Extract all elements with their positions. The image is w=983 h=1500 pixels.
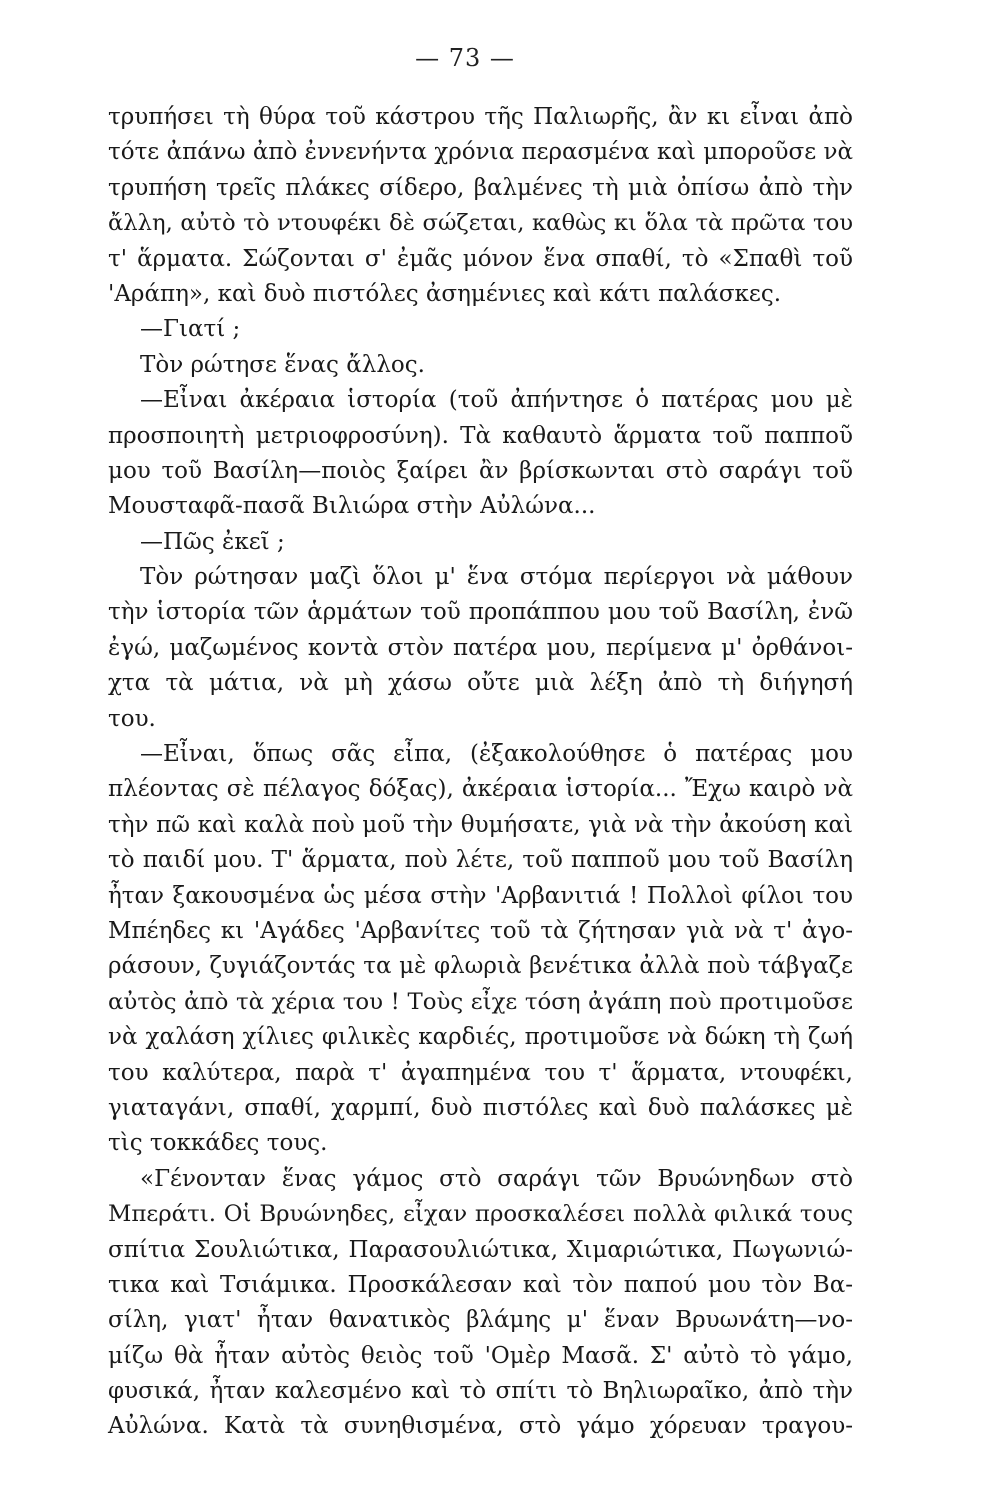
text-line: Μουσταφᾶ-πασᾶ Βιλιώρα στὴν Αὐλώνα...	[108, 493, 596, 520]
text-line: Τὸν ρώτησε ἕνας ἄλλος.	[140, 351, 425, 378]
text-line: τὴν πῶ καὶ καλὰ ποὺ μοῦ τὴν θυμήσατε, γιὰ νὰ τὴν ἀκούση καὶ	[108, 811, 853, 838]
text-line: σίλη, γιατ' ἦταν θανατικὸς βλάμης μ' ἕναν Βρυωνάτη—νο-	[108, 1307, 853, 1334]
text-line: προσποιητὴ μετριοφροσύνη). Τὰ καθαυτὸ ἅρματα τοῦ παπποῦ	[108, 422, 853, 449]
text-line: ἦταν ξακουσμένα ὡς μέσα στὴν 'Αρβανιτιά ! Πολλοὶ φίλοι του	[108, 882, 853, 909]
text-line: φυσικά, ἦταν καλεσμένο καὶ τὸ σπίτι τὸ Βηλιωραῖκο, ἀπὸ τὴν	[108, 1378, 853, 1405]
text-line: 'Αράπη», καὶ δυὸ πιστόλες ἀσημένιες καὶ κάτι παλάσκες.	[108, 280, 782, 307]
text-line: γιαταγάνι, σπαθί, χαρμπί, δυὸ πιστόλες καὶ δυὸ παλάσκες μὲ	[108, 1094, 853, 1121]
text-line: τρυπήση τρεῖς πλάκες σίδερο, βαλμένες τὴ μιὰ ὀπίσω ἀπὸ τὴν	[108, 174, 853, 201]
text-line: σπίτια Σουλιώτικα, Παρασουλιώτικα, Χιμαριώτικα, Πωγωνιώ-	[108, 1236, 853, 1263]
text-line: τὴν ἱστορία τῶν ἁρμάτων τοῦ προπάππου μου τοῦ Βασίλη, ἐνῶ	[108, 599, 853, 626]
text-line: τρυπήσει τὴ θύρα τοῦ κάστρου τῆς Παλιωρῆς, ἂν κι εἶναι ἀπὸ	[108, 104, 853, 130]
text-line: του.	[108, 705, 156, 732]
text-line: τ' ἅρματα. Σώζονται σ' ἐμᾶς μόνον ἕνα σπαθί, τὸ «Σπαθὶ τοῦ	[108, 245, 853, 272]
dialogue-line: —Εἶναι, ὅπως σᾶς εἶπα, (ἐξακολούθησε ὁ πατέρας μου	[140, 741, 853, 768]
text-line: τὸ παιδί μου. Τ' ἅρματα, ποὺ λέτε, τοῦ παπποῦ μου τοῦ Βασίλη	[108, 847, 853, 874]
page-number: — 73 —	[415, 44, 515, 72]
text-line: χτα τὰ μάτια, νὰ μὴ χάσω οὔτε μιὰ λέξη ἀπὸ τὴ διήγησή	[108, 670, 853, 697]
text-line: ράσουν, ζυγιάζοντάς τα μὲ φλωριὰ βενέτικα ἀλλὰ ποὺ τάβγαζε	[108, 953, 853, 980]
text-line: «Γένονταν ἕνας γάμος στὸ σαράγι τῶν Βρυώνηδων στὸ	[140, 1165, 853, 1192]
dialogue-line: —Γιατί ;	[140, 316, 241, 343]
text-line: τότε ἀπάνω ἀπὸ ἐννενήντα χρόνια περασμένα καὶ μποροῦσε νὰ	[108, 139, 853, 166]
text-line: τὶς τοκκάδες τους.	[108, 1130, 328, 1157]
text-line: Τὸν ρώτησαν μαζὶ ὅλοι μ' ἕνα στόμα περίεργοι νὰ μάθουν	[140, 564, 853, 591]
text-line: Μπέηδες κι 'Αγάδες 'Αρβανίτες τοῦ τὰ ζήτησαν γιὰ νὰ τ' ἀγο-	[108, 917, 853, 944]
text-line: αὐτὸς ἀπὸ τὰ χέρια του ! Τοὺς εἶχε τόση ἀγάπη ποὺ προτιμοῦσε	[108, 988, 853, 1015]
text-line: πλέοντας σὲ πέλαγος δόξας), ἀκέραια ἱστορία... Ἔχω καιρὸ νὰ	[108, 776, 853, 803]
text-line: Αὐλώνα. Κατὰ τὰ συνηθισμένα, στὸ γάμο χόρευαν τραγου-	[108, 1413, 853, 1440]
text-line: του καλύτερα, παρὰ τ' ἀγαπημένα του τ' ἅρματα, ντουφέκι,	[108, 1059, 853, 1086]
text-line: ἄλλη, αὐτὸ τὸ ντουφέκι δὲ σώζεται, καθὼς κι ὅλα τὰ πρῶτα του	[108, 210, 853, 237]
text-line: νὰ χαλάση χίλιες φιλικὲς καρδιές, προτιμοῦσε νὰ δώκη τὴ ζωή	[108, 1024, 853, 1051]
text-line: ἐγώ, μαζωμένος κοντὰ στὸν πατέρα μου, περίμενα μ' ὀρθάνοι-	[108, 634, 853, 661]
dialogue-line: —Εἶναι ἀκέραια ἱστορία (τοῦ ἀπήντησε ὁ πατέρας μου μὲ	[140, 387, 853, 414]
text-line: μου τοῦ Βασίλη—ποιὸς ξαίρει ἂν βρίσκωνται στὸ σαράγι τοῦ	[108, 457, 853, 484]
text-line: Μπεράτι. Οἱ Βρυώνηδες, εἶχαν προσκαλέσει πολλὰ φιλικά τους	[108, 1201, 853, 1228]
text-line: τικα καὶ Τσιάμικα. Προσκάλεσαν καὶ τὸν παπού μου τὸν Βα-	[108, 1271, 853, 1298]
text-line: μίζω θὰ ἦταν αὐτὸς θειὸς τοῦ 'Ομὲρ Μασᾶ. Σ' αὐτὸ τὸ γάμο,	[108, 1342, 853, 1369]
dialogue-line: —Πῶς ἐκεῖ ;	[140, 528, 285, 555]
body-text	[108, 100, 853, 1445]
